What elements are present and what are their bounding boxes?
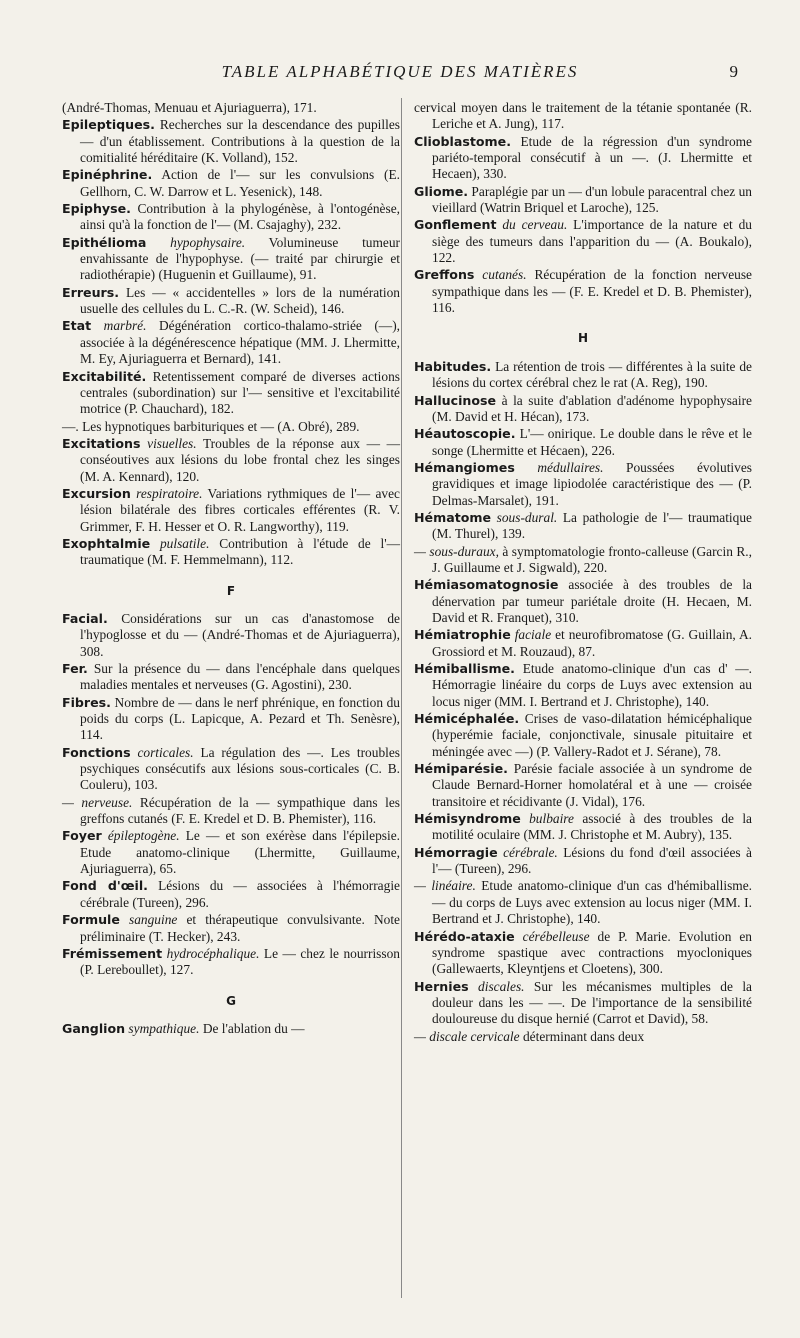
entry-headword: Epiphyse. <box>62 201 131 217</box>
left-column <box>62 100 400 1038</box>
entry-text: Contribution à l'étude de l'— traumatique (M. F. Hemmelmann), 112. <box>80 535 400 568</box>
entry-headword: Gliome. <box>414 183 469 199</box>
index-entry <box>62 318 400 367</box>
entry-text: Etude anatomo-clinique d'un cas d' —. Hémorragie linéaire du corps de Luys avec extension au locus niger (MM. I. Bertrand et J. Christophe), 140. <box>432 661 752 709</box>
index-entry <box>414 845 752 878</box>
index-entry <box>414 510 752 543</box>
index-entry <box>62 285 400 318</box>
index-entry <box>414 1029 752 1045</box>
entry-headword: Exophtalmie <box>62 535 151 551</box>
entry-text: Etude de la régression d'un syndrome pariéto-temporal consécutif à un —. (J. Lhermitte et Hecaen), 330. <box>432 133 752 182</box>
entry-qualifier: épileptogène. <box>101 828 180 844</box>
right-column <box>414 100 752 1046</box>
entry-headword: Greffons <box>414 267 475 283</box>
entry-text: Retentissement comparé de diverses actions centrales (subordination) sur l'— sensitive et l'excitabilité motrice (P. Chauchard), 182. <box>80 368 400 417</box>
entry-text: Les — « accidentelles » lors de la numération usuelle des cellules du L. C.-R. (W. Scheid), 146. <box>80 284 400 317</box>
entry-qualifier: discales. <box>468 978 525 994</box>
entry-headword: Epithélioma <box>62 234 147 250</box>
entry-headword: Formule <box>62 912 120 928</box>
entry-text: à la suite d'ablation d'adénome hypophysaire (M. David et H. Hécan), 173. <box>432 392 752 424</box>
entry-text: Paraplégie par un — d'un lobule paracentral chez un vieillard (Watrin Briquel et Laroche), 125. <box>432 183 752 216</box>
entry-headword: Epinéphrine. <box>62 167 153 183</box>
entry-text: Variations rythmiques de l'— avec lésion bilatérale des fibres corticales efférentes (R. V. Grimmer, F. H. Hesser et O. R. Langworthy), 119. <box>80 485 400 534</box>
index-entry <box>414 811 752 844</box>
index-entry <box>62 828 400 877</box>
index-entry <box>62 235 400 284</box>
entry-text: Etude anatomo-clinique d'un cas d'hémiballisme. — du corps de Luys avec extension au locus niger (MM. I. Bertrand et J. Christophe), 140. <box>432 878 752 927</box>
entry-text: cervical moyen dans le traitement de la tétanie spontanée (R. Leriche et A. Jung), 117. <box>414 100 752 132</box>
entry-headword: Hémangiomes <box>414 459 515 475</box>
index-entry <box>414 761 752 810</box>
entry-qualifier: — sous-duraux, <box>414 543 499 559</box>
index-entry <box>414 979 752 1028</box>
index-entry <box>414 460 752 509</box>
entry-text: Action de l'— sur les convulsions (E. Gellhorn, C. W. Darrow et L. Yesenick), 148. <box>80 167 400 199</box>
entry-headword: Hémiballisme. <box>414 661 515 676</box>
entry-text: Dégénération cortico-thalamo-striée (—), associée à la dégénérescence hépatique (MM. J. Lhermitte, M. Ey, Ajuriaguerra et Bernard), 141. <box>80 318 400 367</box>
entry-headword: Excursion <box>62 485 131 501</box>
entry-text: à symptomatologie fronto-calleuse (Garcin R., J. Guillaume et J. Sigwald), 220. <box>432 543 752 575</box>
page-header <box>0 62 800 86</box>
column-divider <box>401 98 402 1298</box>
index-entry <box>414 267 752 316</box>
entry-headword: Hémicéphalée. <box>414 711 520 727</box>
entry-text: Récupération de la — sympathique dans les greffons cutanés (F. E. Kredel et D. B. Phemister), 116. <box>80 794 400 827</box>
entry-headword: Hémorragie <box>414 844 498 860</box>
entry-qualifier: — nerveuse. <box>62 794 133 810</box>
entry-headword: Fibres. <box>62 694 111 710</box>
entry-qualifier: cérébelleuse <box>514 928 590 944</box>
entry-headword: Excitabilité. <box>62 368 147 384</box>
entry-text: De l'ablation du — <box>199 1020 305 1036</box>
entry-qualifier: sous-dural. <box>491 509 558 525</box>
entry-qualifier: visuelles. <box>140 435 197 451</box>
entry-headword: Fonctions <box>62 744 131 760</box>
entry-headword: Etat <box>62 318 92 334</box>
index-entry <box>62 611 400 660</box>
entry-headword: Hématome <box>414 509 492 525</box>
index-entry <box>62 201 400 234</box>
entry-text: Nombre de — dans le nerf phrénique, en fonction du poids du corps (L. Lapicque, A. Pezard et Th. Senèsre), 114. <box>80 694 400 743</box>
entry-qualifier: respiratoire. <box>130 485 203 501</box>
section-letter: F <box>226 583 236 598</box>
index-entry <box>414 393 752 426</box>
index-entry <box>62 745 400 794</box>
entry-text: Lésions du — associées à l'hémorragie cérébrale (Tureen), 296. <box>80 878 400 910</box>
index-entry <box>62 536 400 569</box>
entry-text: L'— onirique. Le double dans le rêve et le songe (Lhermitte et Hécaen), 226. <box>432 426 752 458</box>
entry-qualifier: cérébrale. <box>497 844 558 860</box>
section-letter: H <box>577 331 589 346</box>
index-entry <box>62 695 400 744</box>
index-entry <box>414 878 752 927</box>
index-entry <box>62 436 400 485</box>
entry-text: Considérations sur un cas d'anastomose de l'hypoglosse et du — (André-Thomas et de Ajuriaguerra), 308. <box>80 610 400 659</box>
index-entry <box>414 627 752 660</box>
entry-text: Parésie faciale associée à un syndrome de Claude Bernard-Horner homolatéral et à une — croisée transitoire et récidivante (J. Vidal), 176. <box>432 761 752 809</box>
entry-headword: Fond d'œil. <box>62 878 148 894</box>
index-entry <box>62 878 400 911</box>
entry-text: déterminant dans deux <box>519 1028 645 1044</box>
entry-qualifier: sympathique. <box>125 1020 200 1036</box>
index-entry <box>62 661 400 694</box>
entry-qualifier: cutanés. <box>474 267 527 283</box>
index-entry <box>414 711 752 760</box>
index-entry <box>414 544 752 577</box>
entry-headword: Fer. <box>62 661 88 676</box>
index-entry <box>414 100 752 133</box>
entry-qualifier: faciale <box>510 627 552 643</box>
entry-text: associé à des troubles de la motilité oculaire (MM. J. Christophe et M. Aubry), 135. <box>432 811 752 843</box>
entry-qualifier: hydrocéphalique. <box>162 945 260 961</box>
index-entry <box>414 184 752 217</box>
entry-headword: Clioblastome. <box>414 133 511 149</box>
entry-text: associée à des troubles de la dénervation par tumeur pariétale droite (H. Hecaen, M. David et R. Franquet), 310. <box>432 577 752 625</box>
index-entry <box>62 795 400 828</box>
index-entry <box>62 1021 400 1037</box>
entry-headword: Excitations <box>62 435 141 451</box>
index-entry <box>414 217 752 266</box>
entry-headword: Facial. <box>62 610 108 626</box>
entry-text: Sur la présence du — dans l'encéphale dans quelques maladies mentales et nerveuses (G. Agostini), 230. <box>80 661 400 693</box>
entry-headword: Frémissement <box>62 945 163 961</box>
index-entry <box>414 577 752 626</box>
entry-headword: Erreurs. <box>62 284 120 300</box>
index-entry <box>414 359 752 392</box>
entry-text: Contribution à la phylogénèse, à l'ontogénèse, ainsi qu'à la fonction de l'— (M. Csajaghy), 232. <box>80 201 400 233</box>
entry-text: et thérapeutique convulsivante. Note préliminaire (T. Hecker), 243. <box>80 912 400 944</box>
index-entry <box>62 912 400 945</box>
entry-qualifier: sanguine <box>119 912 178 928</box>
entry-text: Le — chez le nourrisson (P. Lereboullet), 127. <box>80 945 400 978</box>
entry-headword: Epileptiques. <box>62 117 155 133</box>
entry-qualifier: du cerveau. <box>496 217 568 233</box>
entry-headword: Gonflement <box>414 217 497 233</box>
entry-qualifier: pulsatile. <box>150 535 210 551</box>
entry-headword: Hémiatrophie <box>414 627 511 643</box>
index-entry <box>62 100 400 116</box>
entry-headword: Hémiparésie. <box>414 761 508 777</box>
entry-text: L'importance de la nature et du siège des tumeurs dans l'apparition du — (A. Boukalo), 122. <box>432 217 752 266</box>
entry-qualifier: bulbaire <box>520 811 574 827</box>
index-entry <box>414 134 752 183</box>
page-title: TABLE ALPHABÉTIQUE DES MATIÈRES <box>221 62 579 81</box>
entry-text: Volumineuse tumeur envahissante de l'hypophyse. (— traité par chirurgie et radiothérapie) (Huguenin et Guillaume), 91. <box>80 234 400 283</box>
entry-text: Sur les mécanismes multiples de la douleur dans les — —. De l'importance de la sensibilité douloureuse du disque hernié (Carrot et David), 58. <box>432 978 752 1027</box>
entry-qualifier: médullaires. <box>514 459 604 475</box>
entry-text: Crises de vaso-dilatation hémicéphalique (hyperémie faciale, conjonctivale, sinusale pituitaire et méningée avec —) (P. Vallery-Radot et J. Sérane), 78. <box>432 711 752 759</box>
entry-text: La pathologie de l'— traumatique (M. Thurel), 139. <box>432 509 752 542</box>
entry-headword: Foyer <box>62 828 102 844</box>
entry-headword: Hémiasomatognosie <box>414 577 559 593</box>
entry-text: Troubles de la réponse aux — — conséoutives aux lésions du lobe frontal chez les singes (M. A. Kennard), 120. <box>80 435 400 484</box>
entry-qualifier: corticales. <box>130 744 194 760</box>
index-entry <box>414 661 752 710</box>
entry-qualifier: — discale cervicale <box>414 1028 520 1044</box>
index-entry <box>414 426 752 459</box>
index-entry <box>62 167 400 200</box>
page-number: 9 <box>729 62 738 81</box>
entry-text: Récupération de la fonction nerveuse sympathique dans les — (F. E. Kredel et D. B. Phemister), 116. <box>432 267 753 316</box>
entry-qualifier: hypophysaire. <box>146 234 246 250</box>
entry-headword: Hernies <box>414 978 469 994</box>
entry-text: Le — et son exérèse dans l'épilepsie. Etude anatomo-clinique (Lhermitte, Guillaume, Ajuriaguerra), 65. <box>80 828 400 877</box>
index-entry <box>62 419 400 435</box>
index-entry <box>414 929 752 978</box>
entry-headword: Hémisyndrome <box>414 811 521 827</box>
entry-text: et neurofibromatose (G. Guillain, A. Grossiord et M. Rouzaud), 87. <box>432 627 752 659</box>
index-entry <box>62 486 400 535</box>
entry-headword: Hallucinose <box>414 392 497 408</box>
entry-text: —. Les hypnotiques barbituriques et — (A. Obré), 289. <box>62 418 360 434</box>
entry-headword: Héautoscopie. <box>414 426 516 442</box>
entry-text: Poussées évolutives gravidiques et image lipiodolée caractéristique des — (P. Delmas-Marsalet), 191. <box>432 459 752 508</box>
index-entry <box>62 946 400 979</box>
entry-headword: Hérédo-ataxie <box>414 928 515 944</box>
entry-text: La régulation des —. Les troubles psychiques consécutifs aux lésions sous-corticales (C. B. Couleru), 103. <box>80 744 401 793</box>
entry-text: Recherches sur la descendance des pupilles — d'un établissement. Contributions à la question de la comitialité héréditaire (K. Volland), 152. <box>80 117 400 166</box>
entry-text: de P. Marie. Evolution en syndrome spastique avec contractions myocloniques (Gallewaerts, Kleyntjens et Cloetens), 300. <box>432 928 752 977</box>
entry-text: La rétention de trois — différentes à la suite de lésions du cortex cérébral chez le rat (A. Reg), 190. <box>432 358 752 391</box>
section-letter: G <box>226 993 236 1008</box>
entry-text: (André-Thomas, Menuau et Ajuriaguerra), 171. <box>62 100 317 115</box>
index-entry <box>62 117 400 166</box>
entry-qualifier: — linéaire. <box>414 878 476 894</box>
index-entry <box>62 369 400 418</box>
entry-headword: Habitudes. <box>414 358 492 374</box>
entry-qualifier: marbré. <box>91 318 147 334</box>
entry-text: Lésions du fond d'œil associées à l'— (Tureen), 296. <box>432 844 752 877</box>
entry-headword: Ganglion <box>62 1020 126 1036</box>
